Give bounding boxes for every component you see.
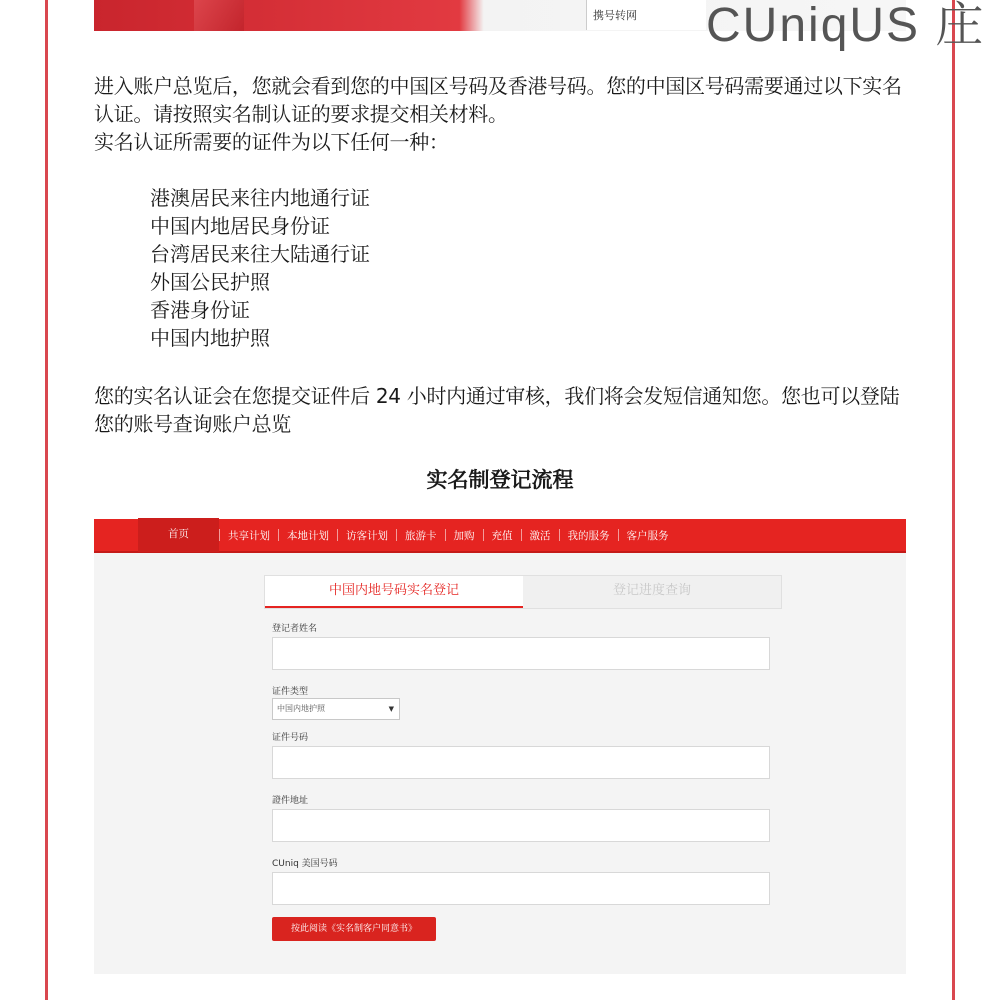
nav-item-local-plan[interactable]: 本地计划 [287,529,329,542]
us-number-label: CUniq 美国号码 [272,859,338,869]
nav-item-add-on[interactable]: 加购 [453,529,475,542]
top-cropped-screenshot [94,0,986,52]
nav-item-my-services[interactable]: 我的服务 [567,529,610,542]
nav-item-travel-card[interactable]: 旅游卡 [405,529,437,542]
document-item: 中国内地居民身份证 [150,214,330,238]
dropdown-caret-icon: ▼ [388,705,394,713]
us-number-input[interactable] [272,872,770,905]
port-number-label: 携号转网 [586,0,706,30]
page-frame-left [45,0,48,1000]
name-input[interactable] [272,637,770,670]
document-item: 外国公民护照 [150,270,270,294]
nav-item-top-up[interactable]: 充值 [491,529,513,542]
document-item: 港澳居民来往内地通行证 [150,186,370,210]
nav-bar [94,519,906,553]
document-list [150,184,370,352]
id-type-label: 证件类型 [272,687,309,697]
decorative-stripe [194,0,244,31]
tab-progress-query[interactable]: 登记进度查询 [523,576,781,608]
nav-item-activate[interactable]: 激活 [529,529,551,542]
registration-form-screenshot [94,519,906,974]
document-item: 台湾居民来往大陆通行证 [150,242,370,266]
document-item: 中国内地护照 [150,326,270,350]
id-type-select[interactable] [272,698,400,720]
id-number-input[interactable] [272,746,770,779]
registration-tabs [264,575,782,609]
brand-logo-text: CUniqUS 庄 [706,0,986,52]
document-item: 香港身份证 [150,298,250,322]
id-number-label: 证件号码 [272,733,309,743]
id-type-value: 中国内地护照 [277,704,325,713]
registration-form [272,619,772,941]
intro-paragraph: 进入账户总览后，您就会看到您的中国区号码及香港号码。您的中国区号码需要通过以下实名认证。请按照实名制认证的要求提交相关材料。 实名认证所需要的证件为以下任何一种： [94,74,902,154]
verification-note: 您的实名认证会在您提交证件后 24 小时内通过审核，我们将会发短信通知您。您也可以登陆您的账号查询账户总览 [94,384,900,436]
page-frame-right [952,0,955,1000]
flow-title: 实名制登记流程 [426,468,574,492]
address-input[interactable] [272,809,770,842]
address-label: 證件地址 [272,796,309,806]
nav-item-visitor-plan[interactable]: 访客计划 [346,529,388,542]
name-label: 登记者姓名 [272,624,318,634]
nav-item-home[interactable]: 首页 [138,518,219,552]
read-agreement-button[interactable]: 按此阅读《实名制客户同意书》 [272,917,436,941]
nav-item-customer-service[interactable]: 客户服务 [626,529,669,542]
nav-item-shared-plan[interactable]: 共享计划 [228,529,270,542]
tab-real-name-registration[interactable]: 中国内地号码实名登记 [265,576,523,608]
